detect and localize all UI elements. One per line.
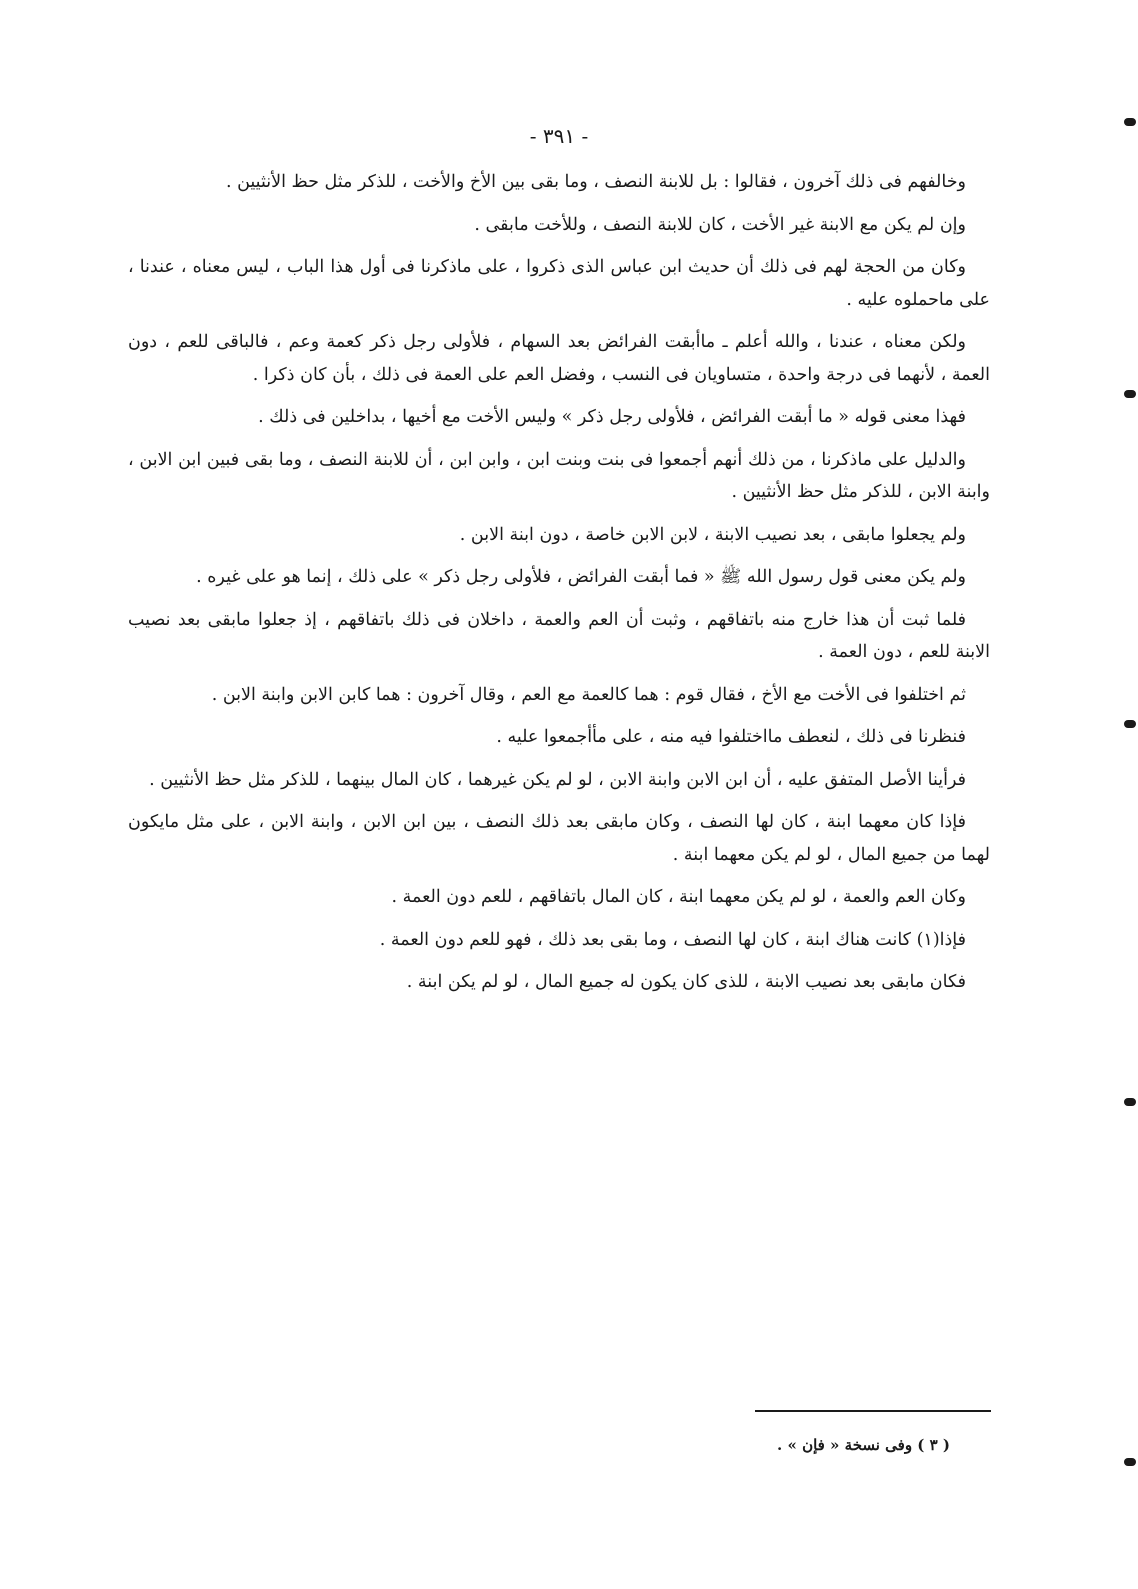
footnote-divider — [755, 1410, 991, 1412]
paragraph: فلما ثبت أن هذا خارج منه باتفاقهم ، وثبت أن العم والعمة ، داخلان فى ذلك باتفاقهم ، إذ جعلوا مابقى بعد نصيب الابنة للعم ، دون العمة . — [128, 609, 990, 662]
margin-mark — [1124, 1098, 1136, 1106]
paragraph: ولكن معناه ، عندنا ، والله أعلم ـ ماأبقت الفرائض بعد السهام ، فلأولى رجل ذكر كعمة وعم ، فالباقى للعم ، دون العمة ، لأنهما فى درجة واحدة ، متساويان فى النسب ، وفضل العم على العمة فى ذلك ، بأن كان ذكرا . — [128, 332, 990, 385]
paragraph: فإذا كان معهما ابنة ، كان لها النصف ، وكان مابقى بعد ذلك النصف ، بين ابن الابن ، وابنة الابن ، على مثل مايكون لهما من جميع المال ، لو لم يكن معهما ابنة . — [128, 812, 990, 865]
paragraph: وكان من الحجة لهم فى ذلك أن حديث ابن عباس الذى ذكروا ، على ماذكرنا فى أول هذا الباب ، ليس معناه ، عندنا ، على ماحملوه عليه . — [128, 257, 990, 310]
paragraph: فهذا معنى قوله « ما أبقت الفرائض ، فلأولى رجل ذكر » وليس الأخت مع أخيها ، بداخلين فى ذلك . — [258, 407, 966, 427]
paragraph: وخالفهم فى ذلك آخرون ، فقالوا : بل للابنة النصف ، وما بقى بين الأخ والأخت ، للذكر مثل حظ الأنثيين . — [225, 172, 966, 192]
margin-mark — [1124, 118, 1136, 126]
margin-mark — [1124, 720, 1136, 728]
paragraph: والدليل على ماذكرنا ، من ذلك أنهم أجمعوا فى بنت وبنت ابن ، وابن ابن ، أن للابنة النصف ، وما بقى فبين ابن الابن ، وابنة الابن ، للذكر مثل حظ الأنثيين . — [128, 449, 990, 502]
page-body — [128, 110, 990, 1009]
paragraph: فنظرنا فى ذلك ، لنعطف مااختلفوا فيه منه ، على مأأجمعوا عليه . — [496, 727, 966, 747]
paragraph: فرأينا الأصل المتفق عليه ، أن ابن الابن وابنة الابن ، لو لم يكن غيرهما ، كان المال بينهما ، للذكر مثل حظ الأنثيين . — [149, 769, 966, 790]
paragraph: ثم اختلفوا فى الأخت مع الأخ ، فقال قوم : هما كالعمة مع العم ، وقال آخرون : هما كابن الابن وابنة الابن . — [211, 684, 966, 705]
page-number: - ٣٩١ - — [529, 124, 589, 148]
margin-mark — [1124, 1458, 1136, 1466]
paragraph: فكان مابقى بعد نصيب الابنة ، للذى كان يكون له جميع المال ، لو لم يكن ابنة . — [406, 972, 966, 992]
paragraph: ولم يكن معنى قول رسول الله ﷺ « فما أبقت الفرائض ، فلأولى رجل ذكر » على ذلك ، إنما هو على غيره . — [196, 567, 966, 587]
paragraph: وإن لم يكن مع الابنة غير الأخت ، كان للابنة النصف ، وللأخت مابقى . — [474, 214, 966, 235]
margin-mark — [1124, 390, 1136, 398]
footnote: ( ٣ ) وفى نسخة « فإن » . — [777, 1436, 950, 1454]
paragraph: وكان العم والعمة ، لو لم يكن معهما ابنة ، كان المال باتفاقهم ، للعم دون العمة . — [391, 887, 966, 907]
paragraph: فإذا(١) كانت هناك ابنة ، كان لها النصف ، وما بقى بعد ذلك ، فهو للعم دون العمة . — [379, 929, 966, 950]
paragraph: ولم يجعلوا مابقى ، بعد نصيب الابنة ، لابن الابن خاصة ، دون ابنة الابن . — [459, 524, 966, 545]
